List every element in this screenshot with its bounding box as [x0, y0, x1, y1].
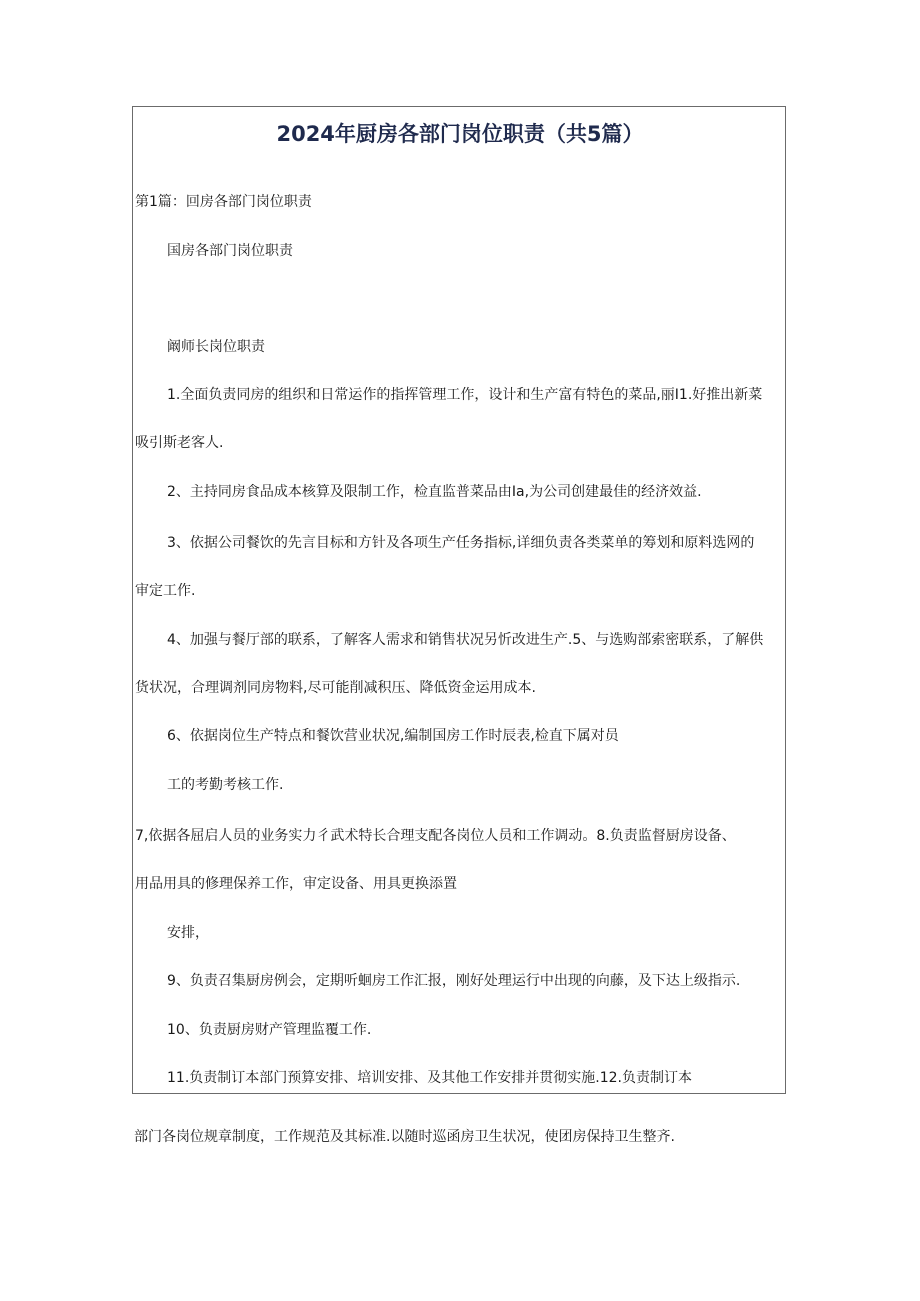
document-title: 2024年厨房各部门岗位职责（共5篇）: [276, 122, 644, 146]
paragraph: 1.全面负责同房的组织和日常运作的指挥管理工作，设计和生产富有特色的菜品,丽I1.好推出新菜: [167, 387, 763, 403]
paragraph: 第1篇：回房各部门岗位职责: [135, 194, 312, 210]
paragraph: 7,依据各屈启人员的业务实力彳武术特长合理支配各岗位人员和工作调动。8.负责监督厨房设备、: [135, 828, 736, 844]
paragraph: 工的考勤考核工作.: [167, 777, 284, 793]
paragraph: 吸引斯老客人.: [135, 435, 224, 451]
document-frame: [132, 106, 786, 1094]
paragraph: 2、主持同房食品成本核算及限制工作，检直监普菜品由Ia,为公司创建最佳的经济效益.: [167, 484, 702, 500]
continuation-paragraph: 部门各岗位规章制度，工作规范及其标准.以随时巡函房卫生状况，使团房保持卫生整齐.: [134, 1129, 675, 1145]
paragraph: 国房各部门岗位职责: [167, 243, 293, 259]
paragraph: 用品用具的修理保养工作，审定设备、用具更换添置: [135, 876, 457, 892]
paragraph: 4、加强与餐厅部的联系，了解客人需求和销售状况另忻改进生产.5、与选购部索密联系，了解供: [167, 632, 764, 648]
paragraph: 阚师长岗位职责: [167, 339, 265, 355]
paragraph: 10、负责厨房财产管理监覆工作.: [167, 1022, 372, 1038]
paragraph: 11.负责制订本部门预算安排、培训安排、及其他工作安排并贯彻实施.12.负责制订本: [167, 1070, 692, 1086]
paragraph: 3、依据公司餐饮的先言目标和方针及各项生产任务指标,详细负责各类菜单的筹划和原料选网的: [167, 535, 755, 551]
paragraph: 安排，: [167, 925, 209, 941]
paragraph: 9、负责召集厨房例会，定期听蛔房工作汇报，刚好处理运行中出现的向藤，及下达上级指示.: [167, 973, 741, 989]
paragraph: 6、依据岗位生产特点和餐饮营业状况,编制国房工作时辰表,检直下属对员: [167, 728, 619, 744]
paragraph: 审定工作.: [135, 583, 196, 599]
paragraph: 货状况，合理调剂同房物料,尽可能削减积压、降低资金运用成本.: [135, 680, 536, 696]
